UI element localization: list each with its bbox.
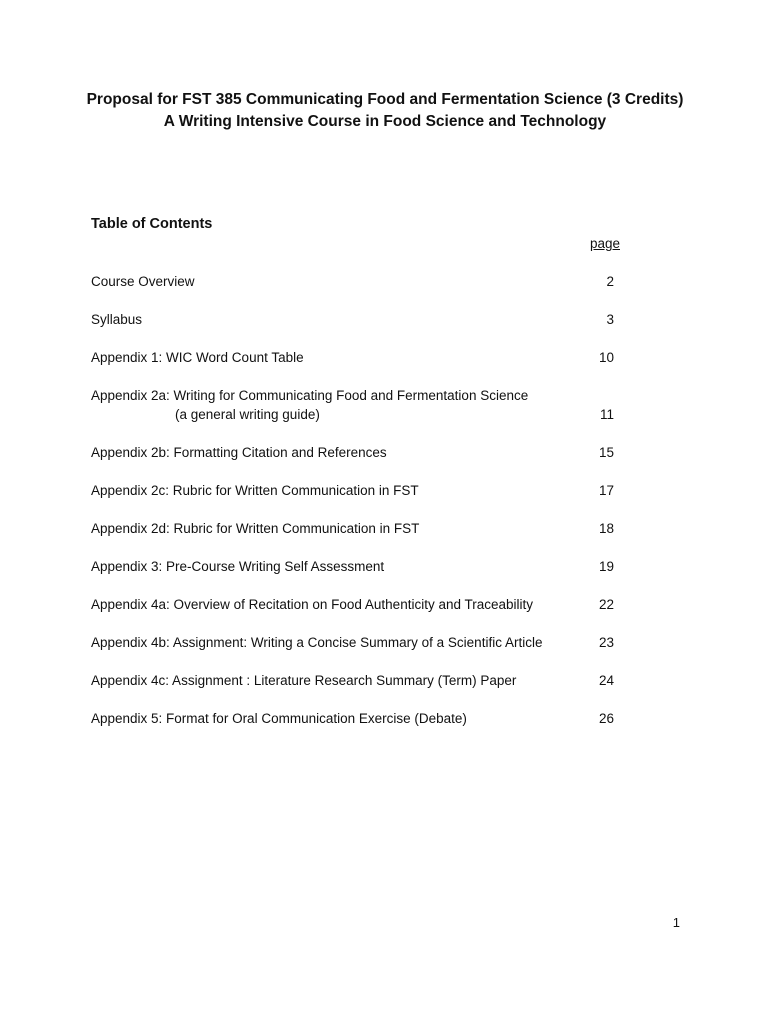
toc-entry: [91, 709, 621, 728]
toc-entry-page: 26: [598, 711, 614, 726]
toc-entry-title: Appendix 2d: Rubric for Written Communication in FST: [91, 521, 420, 536]
toc-entry: [91, 386, 621, 424]
footer-page-number: 1: [672, 915, 680, 930]
toc-entry-page: 23: [598, 635, 614, 650]
toc-entry-title: Appendix 4c: Assignment : Literature Research Summary (Term) Paper: [91, 673, 517, 688]
toc-entry-title: Appendix 3: Pre-Course Writing Self Assessment: [91, 559, 385, 574]
toc-entry-page: 22: [598, 597, 614, 612]
toc-entry-page: 15: [598, 445, 614, 460]
document-title-line-1: Proposal for FST 385 Communicating Food and Fermentation Science (3 Credits): [86, 91, 684, 108]
toc-entry: [91, 272, 621, 291]
toc-entry-title: Appendix 1: WIC Word Count Table: [91, 350, 304, 365]
toc-entry-title: Appendix 2b: Formatting Citation and References: [91, 445, 387, 460]
toc-entry-title: Appendix 4b: Assignment: Writing a Concise Summary of a Scientific Article: [91, 635, 543, 650]
toc-entry: [91, 348, 621, 367]
toc-entry-title: Appendix 5: Format for Oral Communication Exercise (Debate): [91, 711, 467, 726]
toc-entry-title: Course Overview: [91, 274, 195, 289]
toc-entry-page: 19: [598, 559, 614, 574]
toc-entry: [91, 481, 621, 500]
toc-entry-title: Appendix 2a: Writing for Communicating Food and Fermentation Science: [91, 388, 529, 403]
toc-entry: [91, 519, 621, 538]
toc-entry: [91, 310, 621, 329]
toc-entry-page: 24: [598, 673, 614, 688]
toc-entry-page: 11: [599, 407, 614, 422]
toc-entry-page: 17: [598, 483, 614, 498]
page-column-label: page: [589, 236, 620, 251]
toc-entry-title: Appendix 2c: Rubric for Written Communication in FST: [91, 483, 419, 498]
toc-entry: [91, 595, 621, 614]
table-of-contents-list: [91, 272, 621, 747]
toc-entry-subtitle: (a general writing guide): [175, 407, 320, 422]
toc-entry-page: 3: [606, 312, 614, 327]
toc-entry-title: Syllabus: [91, 312, 143, 327]
toc-entry-page: 18: [598, 521, 614, 536]
document-title-line-2: A Writing Intensive Course in Food Science and Technology: [163, 113, 607, 130]
toc-entry: [91, 633, 621, 652]
toc-entry-page: 10: [598, 350, 614, 365]
toc-entry: [91, 443, 621, 462]
toc-entry: [91, 671, 621, 690]
toc-entry: [91, 557, 621, 576]
table-of-contents-heading: Table of Contents: [91, 216, 213, 232]
toc-entry-page: 2: [606, 274, 614, 289]
toc-entry-title: Appendix 4a: Overview of Recitation on Food Authenticity and Traceability: [91, 597, 533, 612]
